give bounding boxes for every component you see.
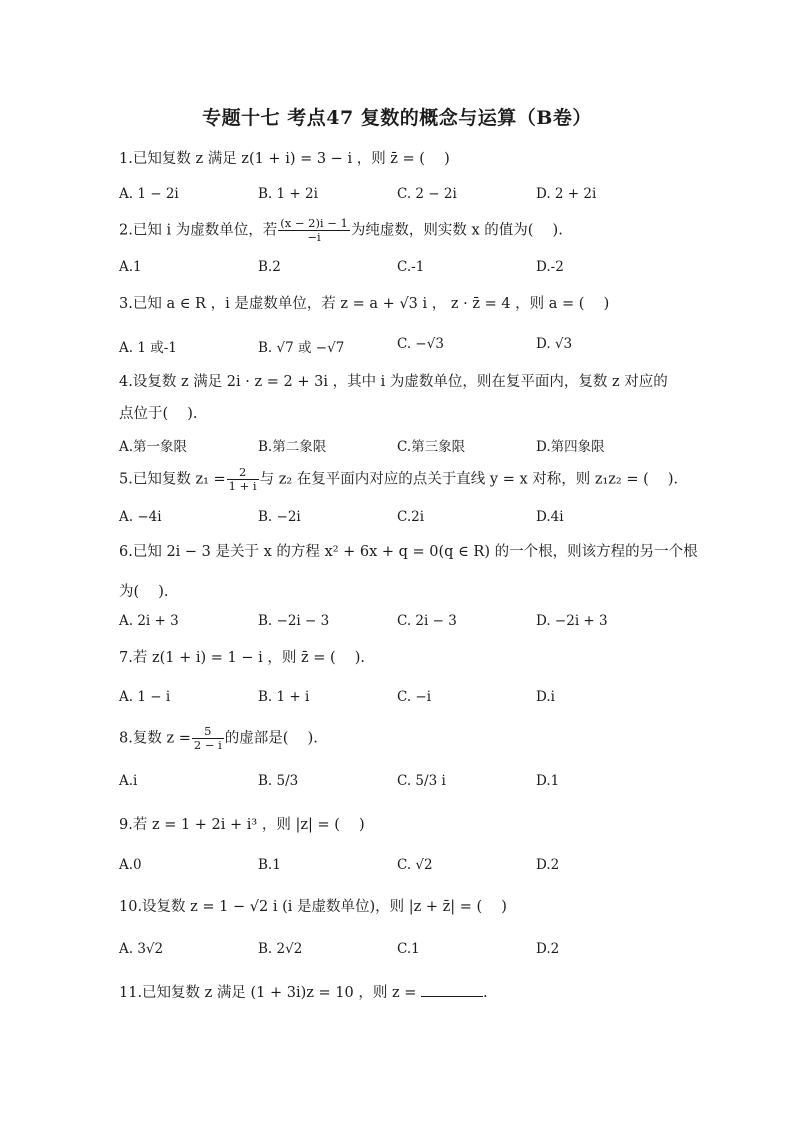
option-a: A. 1 或-1 <box>119 340 177 356</box>
option-d: D.4i <box>536 509 564 525</box>
option-d: D.2 <box>536 941 560 957</box>
question-2-options <box>119 259 679 279</box>
question-5 <box>119 466 678 493</box>
option-d: D. √3 <box>536 336 573 352</box>
question-2-fraction <box>278 217 350 244</box>
question-7-options <box>119 689 679 709</box>
option-a: A.第一象限 <box>119 439 188 455</box>
option-d: D.i <box>536 689 555 705</box>
question-6-line-2: 为( ). <box>119 584 169 600</box>
fraction-denominator: 2 − i <box>193 738 222 752</box>
question-3-options <box>119 336 679 356</box>
option-c: C. 2 − 2i <box>397 186 457 202</box>
option-a: A. −4i <box>119 509 162 525</box>
question-7: 7.若 z(1 + i) = 1 − i ，则 z̄ = ( ). <box>119 650 365 666</box>
question-8-options <box>119 773 679 793</box>
option-d: D.2 <box>536 857 560 873</box>
option-d: D. −2i + 3 <box>536 613 608 629</box>
answer-blank[interactable] <box>421 982 483 997</box>
option-b: B. −2i <box>258 509 301 525</box>
question-11-end: . <box>482 985 488 1001</box>
option-a: A. 3√2 <box>119 941 164 957</box>
fraction-numerator: 5 <box>192 725 224 739</box>
question-4-line-2: 点位于( ). <box>119 406 198 422</box>
option-c: C. 5/3 i <box>397 773 446 789</box>
option-b: B. 1 + 2i <box>258 186 318 202</box>
question-2-prefix: 2.已知 i 为虚数单位，若 <box>119 222 278 239</box>
option-a: A.1 <box>119 259 142 275</box>
option-b: B. 5/3 <box>258 773 299 789</box>
option-c: C.-1 <box>397 259 425 275</box>
option-a: A. 1 − i <box>119 689 171 705</box>
question-6-options <box>119 613 679 633</box>
question-4-options <box>119 435 679 455</box>
option-d: D.1 <box>536 773 560 789</box>
option-a: A. 2i + 3 <box>119 613 179 629</box>
option-c: C. 2i − 3 <box>397 613 457 629</box>
option-b: B.第二象限 <box>258 439 327 455</box>
option-a: A.i <box>119 773 138 789</box>
option-c: C.2i <box>397 509 425 525</box>
question-2 <box>119 217 563 244</box>
fraction-denominator: 1 + i <box>228 479 257 493</box>
option-a: A. 1 − 2i <box>119 186 179 202</box>
question-11-text: 11.已知复数 z 满足 (1 + 3i)z = 10 ，则 z = <box>119 985 417 1001</box>
option-b: B. −2i − 3 <box>258 613 330 629</box>
question-5-suffix: 与 z₂ 在复平面内对应的点关于直线 y = x 对称，则 z₁z₂ = ( ). <box>259 471 679 488</box>
option-d: D. 2 + 2i <box>536 186 597 202</box>
option-b: B. 2√2 <box>258 941 303 957</box>
option-c: C. √2 <box>397 857 433 873</box>
fraction-denominator: −i <box>307 230 321 244</box>
option-d: D.第四象限 <box>536 439 605 455</box>
question-1: 1.已知复数 z 满足 z(1 + i) = 3 − i ，则 z̄ = ( ) <box>119 151 450 167</box>
question-8-prefix: 8.复数 z = <box>119 730 191 747</box>
question-8-suffix: 的虚部是( ). <box>224 730 318 747</box>
option-b: B.1 <box>258 857 281 873</box>
question-8 <box>119 725 318 752</box>
question-6-line-1: 6.已知 2i − 3 是关于 x 的方程 x² + 6x + q = 0(q ∈ R) 的一个根，则该方程的另一个根 <box>119 544 698 560</box>
option-c: C. −i <box>397 689 432 705</box>
option-b: B. √7 或 −√7 <box>258 340 345 356</box>
question-5-prefix: 5.已知复数 z₁ = <box>119 471 226 488</box>
question-10: 10.设复数 z = 1 − √2 i (i 是虚数单位)，则 |z + z̄| = ( ) <box>119 899 507 915</box>
question-5-options <box>119 509 679 529</box>
option-d: D.-2 <box>536 259 564 275</box>
option-a: A.0 <box>119 857 142 873</box>
page-title: 专题十七 考点47 复数的概念与运算（B卷） <box>202 107 592 129</box>
option-c: C. −√3 <box>397 336 444 352</box>
question-3: 3.已知 a ∈ R ，i 是虚数单位，若 z = a + √3 i ， z · z̄ = 4 ，则 a = ( ) <box>119 296 610 312</box>
question-1-options <box>119 186 679 206</box>
question-4-line-1: 4.设复数 z 满足 2i · z = 2 + 3i ，其中 i 为虚数单位，则在复平面内，复数 z 对应的 <box>119 374 668 390</box>
option-c: C.第三象限 <box>397 439 466 455</box>
option-b: B.2 <box>258 259 281 275</box>
question-11 <box>119 982 488 1003</box>
question-2-suffix: 为纯虚数，则实数 x 的值为( ). <box>350 222 563 239</box>
fraction-numerator: 2 <box>227 466 259 480</box>
question-5-fraction <box>227 466 259 493</box>
option-b: B. 1 + i <box>258 689 310 705</box>
question-10-options <box>119 941 679 961</box>
option-c: C.1 <box>397 941 420 957</box>
question-8-fraction <box>192 725 224 752</box>
question-9-options <box>119 857 679 877</box>
question-9: 9.若 z = 1 + 2i + i³ ，则 |z| = ( ) <box>119 817 365 833</box>
fraction-numerator: (x − 2)i − 1 <box>280 216 348 230</box>
